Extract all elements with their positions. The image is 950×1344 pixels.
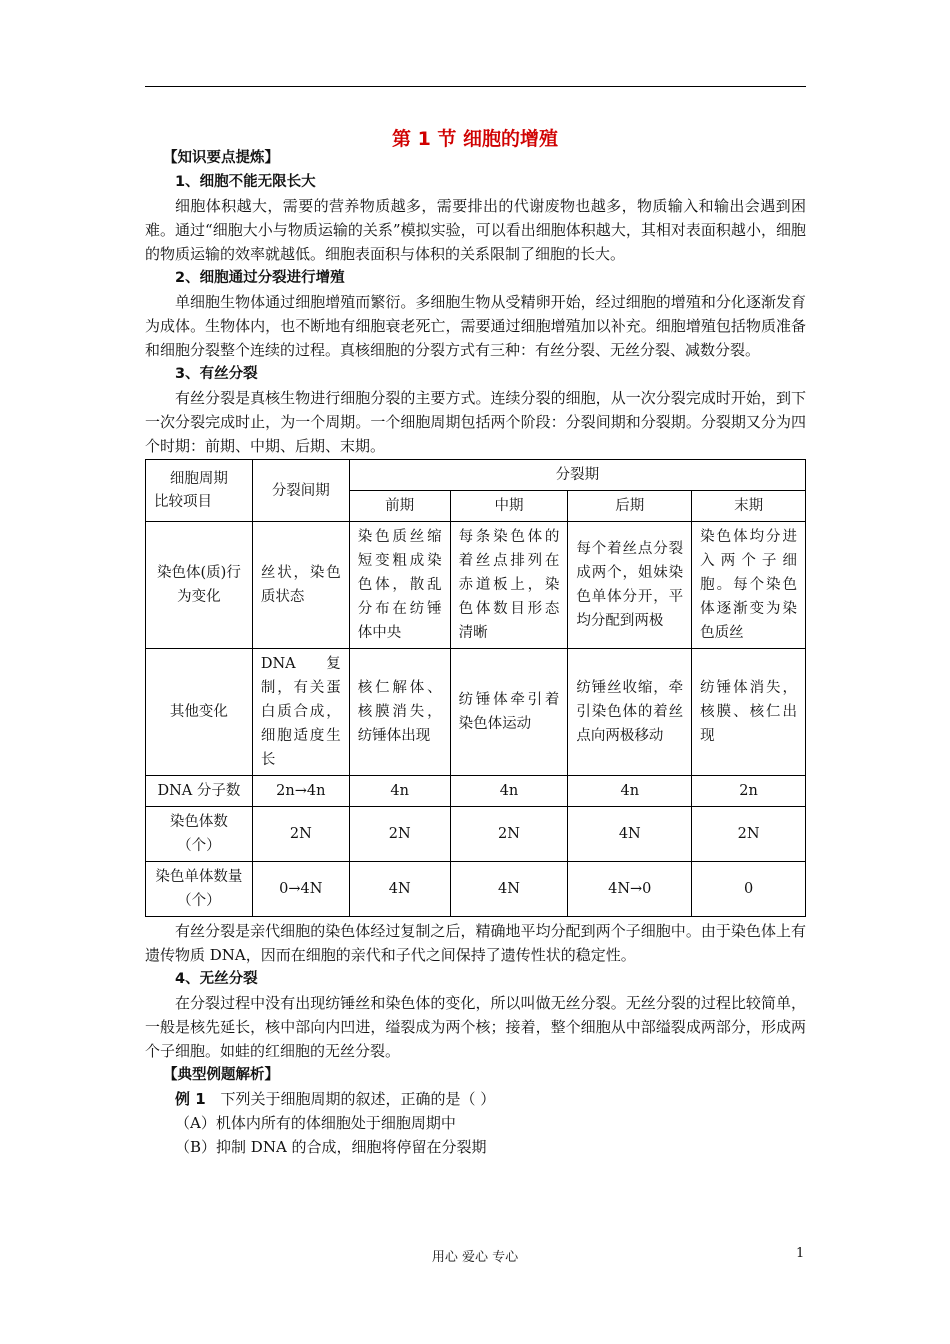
table-cell: 2N	[692, 807, 806, 862]
table-cell: 2N	[252, 807, 349, 862]
row-label: 染色体(质)行为变化	[146, 522, 253, 649]
table-cell: 4N	[450, 862, 568, 917]
table-cell: 2N	[450, 807, 568, 862]
example-1-question: 下列关于细胞周期的叙述，正确的是（ ）	[220, 1090, 496, 1108]
table-corner-cell	[146, 460, 253, 522]
table-cell: 2n→4n	[252, 776, 349, 807]
table-row	[146, 862, 806, 917]
table-cell: 核仁解体、核膜消失，纺锤体出现	[349, 649, 450, 776]
table-row	[146, 522, 806, 649]
table-row	[146, 807, 806, 862]
table-cell: DNA 复制，有关蛋白质合成，细胞适度生长	[252, 649, 349, 776]
row-label: DNA 分子数	[146, 776, 253, 807]
header-anaphase: 后期	[568, 491, 692, 522]
table-cell: 纺锤体牵引着染色体运动	[450, 649, 568, 776]
option-b: （B）抑制 DNA 的合成，细胞将停留在分裂期	[175, 1138, 487, 1156]
table-row	[146, 776, 806, 807]
corner-line2: 比较项目	[154, 493, 212, 510]
heading-3: 3、有丝分裂	[175, 366, 258, 382]
table-cell: 4N→0	[568, 862, 692, 917]
table-cell: 2n	[692, 776, 806, 807]
table-cell: 4n	[450, 776, 568, 807]
paragraph-3: 有丝分裂是真核生物进行细胞分裂的主要方式。连续分裂的细胞，从一次分裂完成时开始，到下一次分裂完成时止，为一个周期。一个细胞周期包括两个阶段：分裂间期和分裂期。分裂期又分为四个时期：前期、中期、后期、末期。	[145, 389, 806, 455]
row-label: 染色体数（个）	[146, 807, 253, 862]
header-division: 分裂期	[349, 460, 805, 491]
table-cell: 每个着丝点分裂成两个，姐妹染色单体分开，平均分配到两极	[568, 522, 692, 649]
heading-4: 4、无丝分裂	[175, 971, 258, 987]
table-cell: 纺锤丝收缩，牵引染色体的着丝点向两极移动	[568, 649, 692, 776]
table-cell: 4N	[568, 807, 692, 862]
table-cell: 0	[692, 862, 806, 917]
header-interphase: 分裂间期	[252, 460, 349, 522]
heading-1: 1、细胞不能无限长大	[175, 174, 316, 190]
table-cell: 纺锤体消失，核膜、核仁出现	[692, 649, 806, 776]
header-metaphase: 中期	[450, 491, 568, 522]
table-cell: 染色体均分进入两个子细胞。每个染色体逐渐变为染色质丝	[692, 522, 806, 649]
table-cell: 2N	[349, 807, 450, 862]
table-cell: 4N	[349, 862, 450, 917]
table-cell: 0→4N	[252, 862, 349, 917]
row-label: 其他变化	[146, 649, 253, 776]
table-cell: 染色质丝缩短变粗成染色体，散乱分布在纺锤体中央	[349, 522, 450, 649]
table-cell: 4n	[568, 776, 692, 807]
heading-2: 2、细胞通过分裂进行增殖	[175, 270, 345, 286]
option-a: （A）机体内所有的体细胞处于细胞周期中	[175, 1114, 456, 1132]
section-knowledge-heading: 【知识要点提炼】	[163, 150, 279, 166]
page-title: 第 1 节 细胞的增殖	[391, 128, 559, 150]
document-body	[145, 146, 806, 1159]
mitosis-table	[145, 459, 806, 917]
paragraph-1: 细胞体积越大，需要的营养物质越多，需要排出的代谢废物也越多，物质输入和输出会遇到困难。通过“细胞大小与物质运输的关系”模拟实验，可以看出细胞体积越大，其相对表面积越小，细胞的物质运输的效率就越低。细胞表面积与体积的关系限制了细胞的长大。	[145, 197, 806, 263]
example-1	[145, 1087, 806, 1111]
paragraph-2: 单细胞生物体通过细胞增殖而繁衍。多细胞生物从受精卵开始，经过细胞的增殖和分化逐渐发育为成体。生物体内，也不断地有细胞衰老死亡，需要通过细胞增殖加以补充。细胞增殖包括物质准备和细胞分裂整个连续的过程。真核细胞的分裂方式有三种：有丝分裂、无丝分裂、减数分裂。	[145, 293, 806, 359]
table-cell: 丝状，染色质状态	[252, 522, 349, 649]
header-telophase: 末期	[692, 491, 806, 522]
example-1-label: 例 1	[175, 1090, 206, 1108]
page-footer: 用心 爱心 专心	[431, 1250, 519, 1265]
section-examples-heading: 【典型例题解析】	[163, 1067, 279, 1083]
paragraph-4: 有丝分裂是亲代细胞的染色体经过复制之后，精确地平均分配到两个子细胞中。由于染色体上有遗传物质 DNA，因而在细胞的亲代和子代之间保持了遗传性状的稳定性。	[145, 922, 806, 964]
table-row	[146, 649, 806, 776]
header-rule	[145, 86, 806, 87]
corner-line1: 细胞周期	[169, 470, 228, 487]
header-prophase: 前期	[349, 491, 450, 522]
table-cell: 4n	[349, 776, 450, 807]
paragraph-5: 在分裂过程中没有出现纺锤丝和染色体的变化，所以叫做无丝分裂。无丝分裂的过程比较简单，一般是核先延长，核中部向内凹进，缢裂成为两个核；接着，整个细胞从中部缢裂成两部分，形成两个子细胞。如蛙的红细胞的无丝分裂。	[145, 994, 806, 1060]
row-label: 染色单体数量（个）	[146, 862, 253, 917]
table-cell: 每条染色体的着丝点排列在赤道板上，染色体数目形态清晰	[450, 522, 568, 649]
page-number: 1	[796, 1246, 805, 1261]
